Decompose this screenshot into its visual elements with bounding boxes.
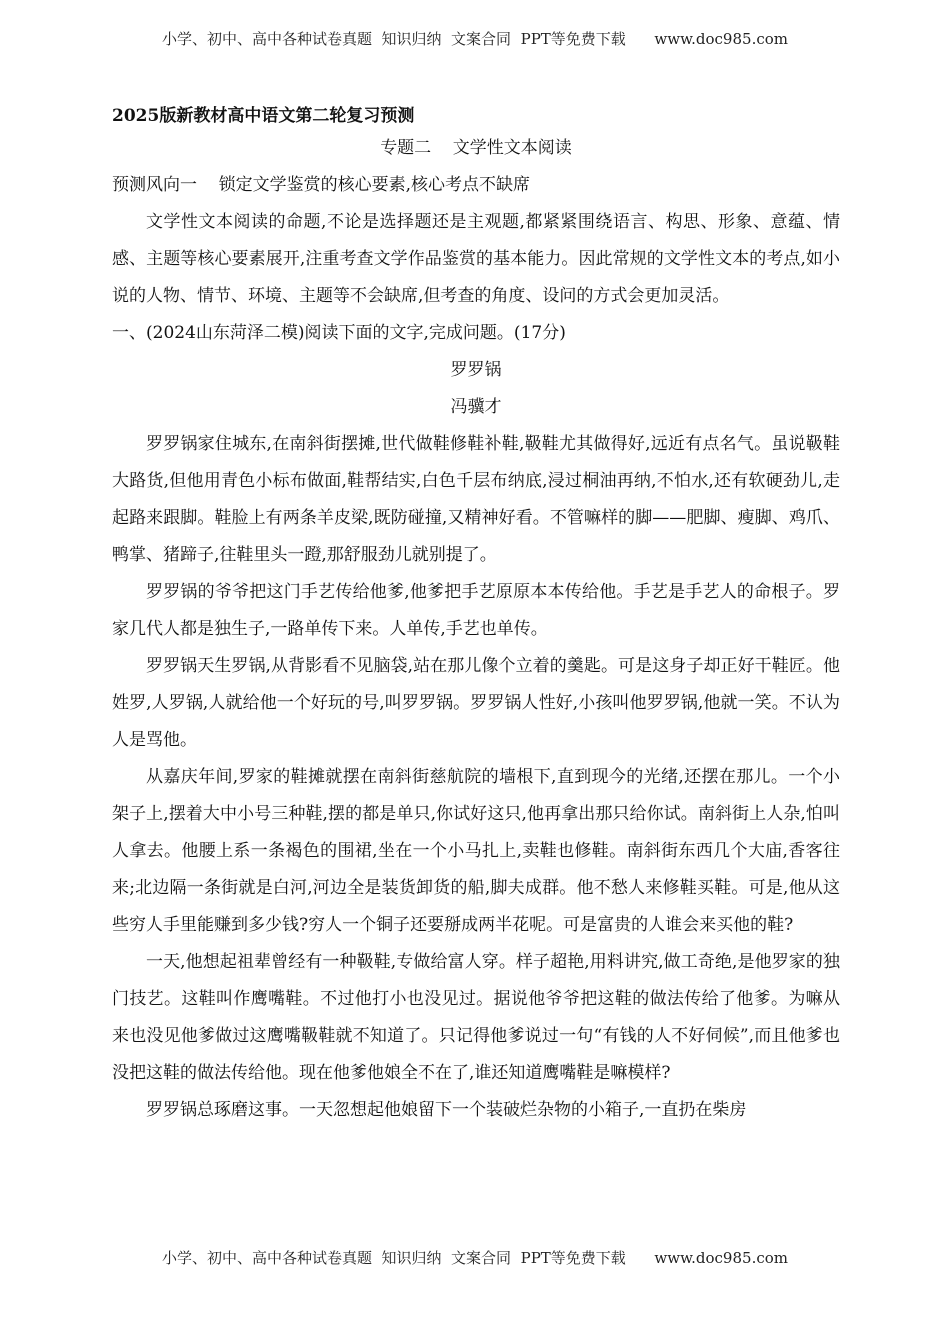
page-footer: 小学、初中、高中各种试卷真题 知识归纳 文案合同 PPT等免费下载 www.doc985.com — [161, 1249, 788, 1267]
document-title: 2025版新教材高中语文第二轮复习预测 — [112, 106, 415, 126]
section-heading: 预测风向一 锁定文学鉴赏的核心要素,核心考点不缺席 — [112, 175, 531, 195]
page-header: 小学、初中、高中各种试卷真题 知识归纳 文案合同 PPT等免费下载 www.doc985.com — [161, 30, 788, 48]
document-body — [112, 102, 840, 1129]
story-paragraph: 罗罗锅天生罗锅,从背影看不见脑袋,站在那儿像个立着的羹匙。可是这身子却正好干鞋匠。他姓罗,人罗锅,人就给他一个好玩的号,叫罗罗锅。罗罗锅人性好,小孩叫他罗罗锅,他就一笑。不认为人是骂他。 — [112, 656, 840, 750]
topic-heading: 专题二 文学性文本阅读 — [380, 138, 572, 158]
story-paragraph: 从嘉庆年间,罗家的鞋摊就摆在南斜街慈航院的墙根下,直到现今的光绪,还摆在那儿。一个小架子上,摆着大中小号三种鞋,摆的都是单只,你试好这只,他再拿出那只给你试。南斜街上人杂,怕叫人拿去。他腰上系一条褐色的围裙,坐在一个小马扎上,卖鞋也修鞋。南斜街东西几个大庙,香客往来;北边隔一条街就是白河,河边全是装货卸货的船,脚夫成群。他不愁人来修鞋买鞋。可是,他从这些穷人手里能赚到多少钱?穷人一个铜子还要掰成两半花呢。可是富贵的人谁会来买他的鞋? — [112, 767, 840, 935]
story-paragraph: 罗罗锅家住城东,在南斜街摆摊,世代做鞋修鞋补鞋,靸鞋尤其做得好,远近有点名气。虽说靸鞋大路货,但他用青色小标布做面,鞋帮结实,白色千层布纳底,浸过桐油再纳,不怕水,还有软硬劲儿,走起路来跟脚。鞋脸上有两条羊皮梁,既防碰撞,又精神好看。不管嘛样的脚——肥脚、瘦脚、鸡爪、鸭掌、猪蹄子,往鞋里头一蹬,那舒服劲儿就别提了。 — [112, 434, 840, 565]
story-paragraph: 一天,他想起祖辈曾经有一种靸鞋,专做给富人穿。样子超艳,用料讲究,做工奇绝,是他罗家的独门技艺。这鞋叫作鹰嘴鞋。不过他打小也没见过。据说他爷爷把这鞋的做法传给了他爹。为嘛从来也没见他爹做过这鹰嘴靸鞋就不知道了。只记得他爹说过一句“有钱的人不好伺候”,而且他爹也没把这鞋的做法传给他。现在他爹他娘全不在了,谁还知道鹰嘴鞋是嘛模样? — [112, 952, 840, 1083]
intro-paragraph: 文学性文本阅读的命题,不论是选择题还是主观题,都紧紧围绕语言、构思、形象、意蕴、情感、主题等核心要素展开,注重考查文学作品鉴赏的基本能力。因此常规的文学性文本的考点,如小说的人物、情节、环境、主题等不会缺席,但考查的角度、设问的方式会更加灵活。 — [112, 212, 840, 306]
story-author: 冯骥才 — [450, 397, 502, 417]
story-title: 罗罗锅 — [450, 360, 502, 380]
story-paragraph: 罗罗锅的爷爷把这门手艺传给他爹,他爹把手艺原原本本传给他。手艺是手艺人的命根子。罗家几代人都是独生子,一路单传下来。人单传,手艺也单传。 — [112, 582, 840, 639]
question-intro: 一、(2024山东菏泽二模)阅读下面的文字,完成问题。(17分) — [112, 323, 566, 343]
story-paragraph: 罗罗锅总琢磨这事。一天忽想起他娘留下一个装破烂杂物的小箱子,一直扔在柴房 — [146, 1100, 747, 1120]
